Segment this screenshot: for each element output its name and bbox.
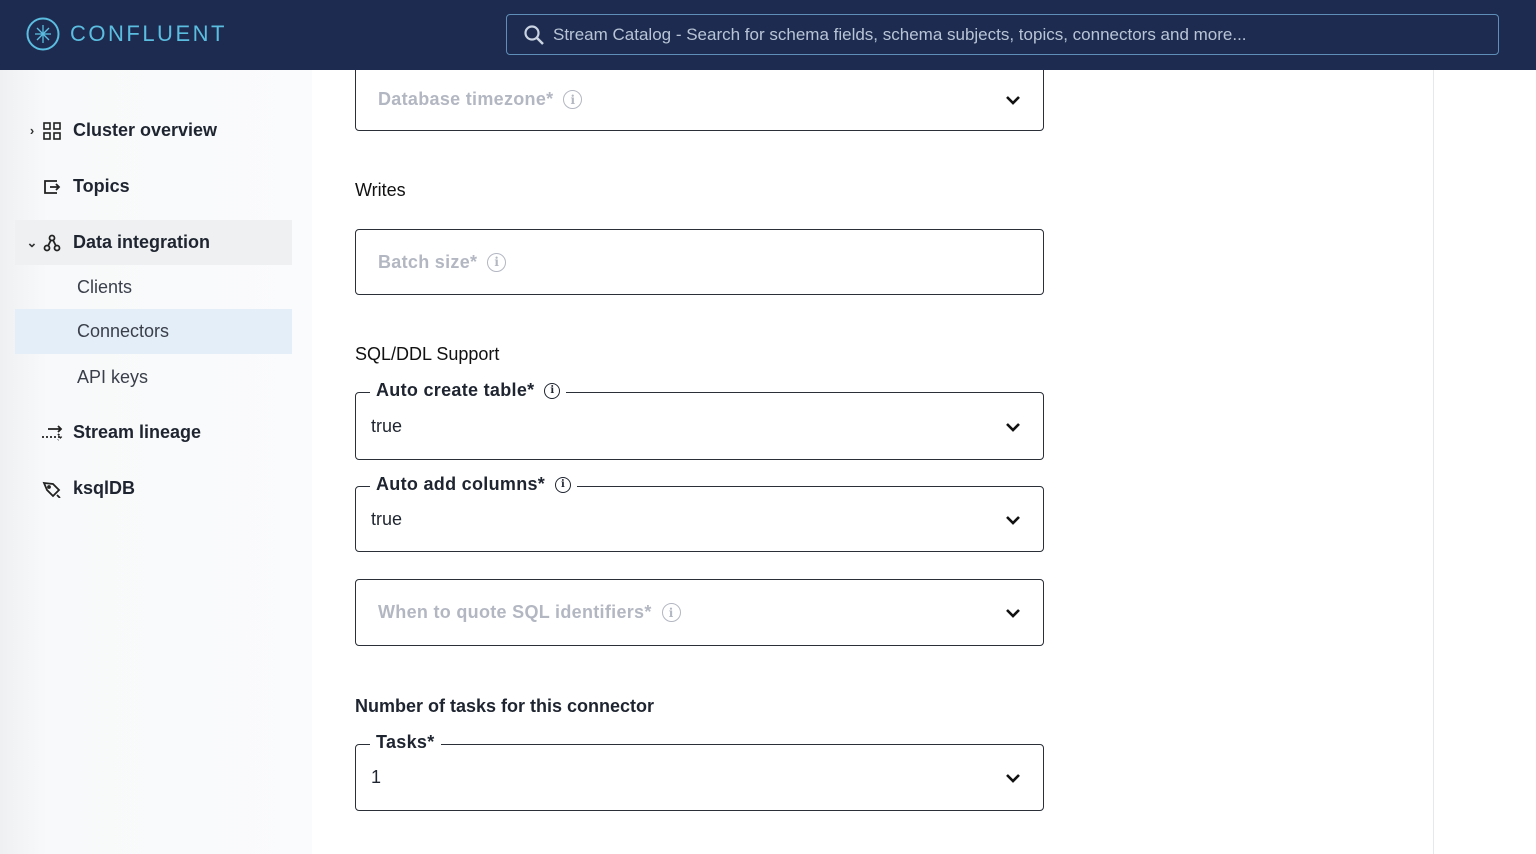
sidebar-item-connectors[interactable] bbox=[15, 309, 292, 354]
sidebar-item-label: Data integration bbox=[73, 232, 211, 252]
tasks-heading: Number of tasks for this connector bbox=[355, 696, 655, 716]
stream-catalog-search[interactable] bbox=[506, 14, 1499, 55]
sql-ddl-heading: SQL/DDL Support bbox=[355, 344, 500, 364]
info-icon[interactable]: i bbox=[487, 253, 506, 272]
tasks-select[interactable] bbox=[355, 732, 1044, 811]
sidebar-item-label: ksqlDB bbox=[73, 478, 136, 498]
content-divider bbox=[1433, 70, 1434, 854]
confluent-logo-icon bbox=[26, 17, 60, 51]
field-value: 1 bbox=[371, 767, 382, 787]
lineage-icon bbox=[41, 424, 63, 442]
sidebar-item-label: API keys bbox=[77, 367, 149, 387]
search-input[interactable] bbox=[553, 25, 1453, 45]
topics-icon bbox=[41, 178, 63, 196]
ksqldb-icon bbox=[41, 480, 63, 498]
sidebar-item-stream-lineage[interactable] bbox=[15, 410, 292, 455]
writes-heading: Writes bbox=[355, 180, 406, 200]
sidebar-item-topics[interactable] bbox=[15, 164, 292, 209]
sidebar-item-ksqldb[interactable] bbox=[15, 466, 292, 511]
sidebar-item-clients[interactable] bbox=[15, 265, 292, 310]
field-value: true bbox=[371, 508, 403, 529]
sidebar-item-api-keys[interactable] bbox=[15, 355, 292, 400]
field-label: Tasks* bbox=[376, 732, 435, 752]
auto-create-table-select[interactable] bbox=[355, 380, 1044, 460]
field-label: Auto create table* bbox=[376, 380, 535, 400]
auto-add-columns-select[interactable] bbox=[355, 474, 1044, 552]
sidebar-item-label: Stream lineage bbox=[73, 422, 202, 442]
top-header bbox=[0, 0, 1536, 70]
grid-icon bbox=[41, 122, 63, 140]
sidebar-item-label: Topics bbox=[73, 176, 130, 196]
search-icon bbox=[523, 24, 545, 46]
batch-size-input[interactable] bbox=[355, 229, 1044, 295]
integration-icon bbox=[41, 234, 63, 252]
chevron-down-icon bbox=[1005, 767, 1021, 788]
chevron-down-icon bbox=[1005, 416, 1021, 437]
brand-name: CONFLUENT bbox=[70, 21, 227, 46]
field-label: Auto add columns* bbox=[376, 474, 546, 494]
info-icon[interactable]: i bbox=[544, 383, 560, 399]
info-icon[interactable]: i bbox=[555, 477, 571, 493]
info-icon[interactable]: i bbox=[563, 90, 582, 109]
confluent-logo[interactable] bbox=[26, 17, 227, 51]
sidebar-item-cluster-overview[interactable] bbox=[15, 108, 292, 153]
chevron-down-icon bbox=[1005, 89, 1021, 110]
field-label: Batch size* bbox=[378, 251, 478, 272]
field-value: true bbox=[371, 415, 403, 436]
field-label: Database timezone* bbox=[378, 89, 554, 109]
quote-sql-identifiers-select[interactable] bbox=[355, 579, 1044, 646]
sidebar-item-label: Connectors bbox=[77, 321, 170, 341]
sidebar bbox=[0, 70, 312, 854]
field-label: When to quote SQL identifiers* bbox=[378, 602, 652, 622]
chevron-down-icon: ⌄ bbox=[26, 234, 38, 250]
sidebar-item-label: Clients bbox=[77, 277, 133, 297]
sidebar-item-label: Cluster overview bbox=[73, 120, 218, 140]
database-timezone-select[interactable] bbox=[355, 60, 1044, 131]
chevron-down-icon bbox=[1005, 602, 1021, 623]
info-icon[interactable]: i bbox=[662, 603, 681, 622]
chevron-right-icon: › bbox=[29, 123, 35, 138]
chevron-down-icon bbox=[1005, 509, 1021, 530]
sidebar-item-data-integration[interactable] bbox=[15, 220, 292, 265]
